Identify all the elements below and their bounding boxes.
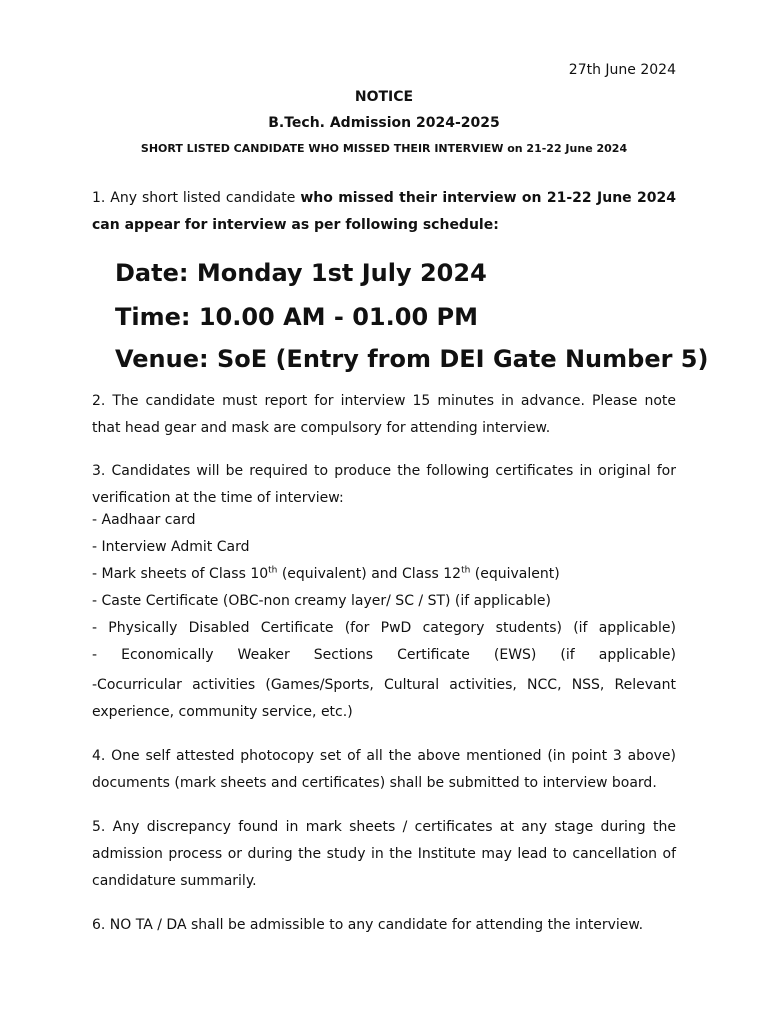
word: PwD: [380, 620, 412, 636]
notice-date: 27th June 2024: [568, 62, 676, 78]
word: (if: [573, 620, 588, 636]
list-item-cocurricular: -Cocurricular activities (Games/Sports, Cultural activities, NCC, NSS, Relevant experience, community service, etc.): [92, 677, 676, 720]
word: Certificate: [260, 620, 334, 636]
list-item-marksheets: [92, 566, 676, 582]
list-item-aadhaar: - Aadhaar card: [92, 512, 196, 528]
admission-title: B.Tech. Admission 2024-2025: [268, 115, 500, 131]
word: Sections: [313, 647, 374, 663]
list-item-ews: [92, 647, 676, 663]
point-2: 2. The candidate must report for interview 15 minutes in advance. Please note that head gear and mask are compulsory for attending interview.: [92, 393, 676, 436]
schedule-time: Time: 10.00 AM - 01.00 PM: [115, 303, 478, 331]
word: (for: [344, 620, 370, 636]
marksheets-text-b: (equivalent) and Class 12: [277, 566, 462, 582]
superscript-th: th: [461, 565, 471, 576]
point-5: 5. Any discrepancy found in mark sheets / certificates at any stage during the admission process or during the study in the Institute may lead to cancellation of candidature summarily.: [92, 819, 676, 889]
point-6: 6. NO TA / DA shall be admissible to any candidate for attending the interview.: [92, 917, 644, 933]
word: applicable): [598, 647, 676, 663]
superscript-th: th: [268, 565, 278, 576]
marksheets-text-a: - Mark sheets of Class 10: [92, 566, 269, 582]
word: Weaker: [237, 647, 290, 663]
word: Economically: [121, 647, 214, 663]
list-item-caste: - Caste Certificate (OBC-non creamy layer/ SC / ST) (if applicable): [92, 593, 551, 609]
list-item-pwd: [92, 620, 676, 636]
word: Disabled: [188, 620, 250, 636]
word: applicable): [598, 620, 676, 636]
word: students): [495, 620, 562, 636]
word: category: [422, 620, 485, 636]
notice-heading: NOTICE: [354, 89, 414, 105]
point-1-text: 1. Any short listed candidate: [92, 190, 301, 206]
point-1: [92, 185, 676, 239]
point-4: 4. One self attested photocopy set of all the above mentioned (in point 3 above) documents (mark sheets and certificates) shall be submitted to interview board.: [92, 748, 676, 791]
point-1-bold-text: who missed their interview on 21-22 June 2024 can appear for interview as per following schedule:: [92, 190, 676, 233]
point-3-intro: 3. Candidates will be required to produce the following certificates in original for verification at the time of interview:: [92, 463, 676, 506]
word: Certificate: [397, 647, 470, 663]
marksheets-text-c: (equivalent): [470, 566, 560, 582]
list-item-admit-card: - Interview Admit Card: [92, 539, 250, 555]
notice-subheading: SHORT LISTED CANDIDATE WHO MISSED THEIR INTERVIEW on 21-22 June 2024: [140, 142, 628, 155]
word: -: [92, 647, 98, 663]
word: (EWS): [493, 647, 537, 663]
schedule-venue: Venue: SoE (Entry from DEI Gate Number 5): [115, 345, 709, 373]
schedule-date: Date: Monday 1st July 2024: [115, 259, 487, 287]
word: Physically: [108, 620, 178, 636]
word: (if: [560, 647, 575, 663]
word: -: [92, 620, 98, 636]
